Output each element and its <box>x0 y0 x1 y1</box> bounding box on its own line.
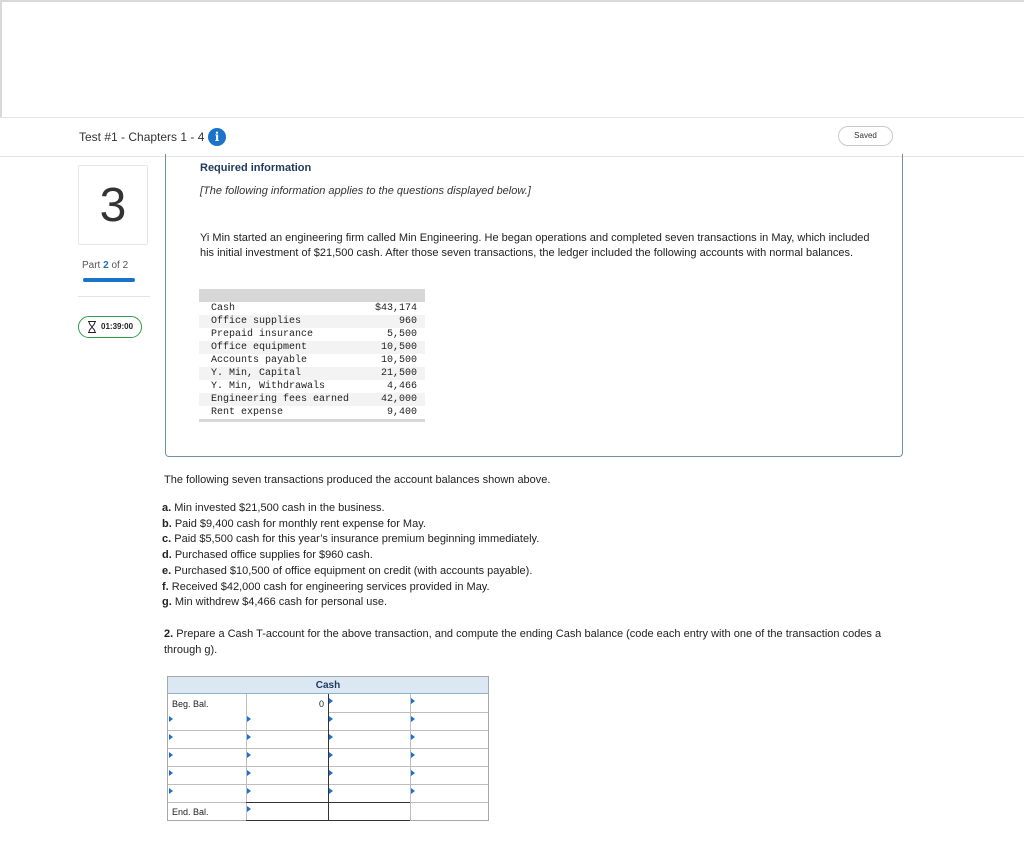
transaction-code: e. <box>162 564 172 577</box>
t-account-amount-input[interactable] <box>410 695 488 713</box>
dropdown-arrow-icon <box>247 734 251 740</box>
t-account-amount-input[interactable] <box>246 785 328 803</box>
transaction-text: Purchased office supplies for $960 cash. <box>174 549 373 562</box>
ledger-row <box>199 406 425 419</box>
dropdown-arrow-icon <box>329 752 333 758</box>
ledger-account: Cash <box>211 303 236 314</box>
ledger-row <box>199 341 425 354</box>
t-account-amount-input[interactable] <box>246 749 328 767</box>
t-account-amount-input[interactable] <box>410 785 488 803</box>
dropdown-arrow-icon <box>411 716 415 722</box>
test-header <box>0 117 1024 157</box>
transaction-text: Paid $9,400 cash for monthly rent expense for May. <box>174 517 426 530</box>
part-progress-bar <box>83 278 135 282</box>
ledger-account: Prepaid insurance <box>211 329 314 340</box>
ledger-row <box>199 315 425 328</box>
required-info-title: Required information <box>200 162 312 174</box>
part-current: 2 <box>103 260 109 271</box>
dropdown-arrow-icon <box>329 788 333 794</box>
question-number: 3 <box>78 165 148 245</box>
dropdown-arrow-icon <box>411 752 415 758</box>
ledger-account: Engineering fees earned <box>211 394 350 405</box>
part-total: 2 <box>122 260 129 271</box>
dropdown-arrow-icon <box>247 806 251 812</box>
dropdown-arrow-icon <box>411 788 415 794</box>
ledger-amount: 5,500 <box>386 329 417 340</box>
transactions-list <box>162 501 539 611</box>
ledger-account: Y. Min, Withdrawals <box>211 381 326 392</box>
t-account-bottom-line <box>246 820 410 821</box>
ledger-amount: 10,500 <box>380 355 417 366</box>
transaction-code: f. <box>162 580 169 593</box>
t-account-amount-input[interactable] <box>246 767 328 785</box>
transaction-code: d. <box>162 549 172 562</box>
ledger-amount: 42,000 <box>380 394 417 405</box>
transaction-text: Min invested $21,500 cash in the business. <box>174 502 385 514</box>
t-account-amount-input[interactable] <box>246 731 328 749</box>
transaction-item <box>162 564 539 580</box>
hourglass-icon <box>87 321 97 333</box>
part-prefix: Part <box>82 260 101 271</box>
transaction-code: g. <box>162 596 172 609</box>
transaction-item <box>162 501 539 517</box>
t-account-amount-input[interactable] <box>410 749 488 767</box>
transaction-code: c. <box>162 533 172 546</box>
dropdown-arrow-icon <box>329 770 333 776</box>
t-account-code-input[interactable] <box>328 713 410 731</box>
t-account-divider <box>410 694 411 821</box>
ledger-amount: 21,500 <box>380 368 417 379</box>
required-info-subtitle: [The following information applies to the questions displayed below.] <box>200 185 531 197</box>
transaction-item <box>162 517 539 533</box>
transaction-text: Purchased $10,500 of office equipment on credit (with accounts payable). <box>174 564 533 577</box>
end-bal-label: End. Bal. <box>172 807 209 817</box>
dropdown-arrow-icon <box>329 698 333 704</box>
t-account-code-input[interactable] <box>168 767 246 785</box>
dropdown-arrow-icon <box>329 716 333 722</box>
t-account-amount-input[interactable] <box>410 713 488 731</box>
ledger-amount: 9,400 <box>386 407 417 418</box>
t-account-code-input[interactable] <box>168 731 246 749</box>
required-info-paragraph: Yi Min started an engineering firm called Min Engineering. He began operations and completed seven transactions in May, which included his initial investment of $21,500 cash. After those seven transactions, the ledger included the following accounts with normal balances. <box>200 232 870 259</box>
ledger-row <box>199 354 425 367</box>
info-icon[interactable]: i <box>208 128 226 146</box>
dropdown-arrow-icon <box>411 698 415 704</box>
transaction-code: a. <box>162 502 172 514</box>
transaction-item <box>162 548 539 564</box>
ledger-amount: 960 <box>398 316 417 327</box>
ledger-row <box>199 367 425 380</box>
ledger-account: Office equipment <box>211 342 308 353</box>
timer-badge[interactable] <box>78 316 142 338</box>
t-account-code-input[interactable] <box>328 749 410 767</box>
t-account-code-input[interactable] <box>328 695 410 713</box>
ledger-row <box>199 302 425 315</box>
t-account-amount-input[interactable] <box>246 713 328 731</box>
ledger-amount: 4,466 <box>386 381 417 392</box>
ledger-row <box>199 380 425 393</box>
dropdown-arrow-icon <box>169 716 173 722</box>
ledger-account: Rent expense <box>211 407 284 418</box>
transactions-intro: The following seven transactions produced the account balances shown above. <box>164 474 551 486</box>
dropdown-arrow-icon <box>169 752 173 758</box>
required-information-panel <box>165 154 903 457</box>
beg-bal-value: 0 <box>318 699 324 709</box>
ledger-account: Office supplies <box>211 316 302 327</box>
dropdown-arrow-icon <box>169 788 173 794</box>
transaction-item <box>162 532 539 548</box>
ledger-table <box>199 289 425 422</box>
part-sep: of <box>111 260 120 271</box>
part-indicator <box>82 260 128 271</box>
ledger-row <box>199 393 425 406</box>
t-account-code-input[interactable] <box>168 785 246 803</box>
ledger-amount: $43,174 <box>374 303 417 314</box>
dropdown-arrow-icon <box>411 734 415 740</box>
dropdown-arrow-icon <box>247 752 251 758</box>
t-account-amount-input[interactable] <box>246 803 328 821</box>
t-account-title: Cash <box>168 677 488 694</box>
t-account-empty-cell <box>328 803 410 821</box>
transaction-item <box>162 595 539 611</box>
t-account-total-line <box>246 802 410 803</box>
t-account-amount-input[interactable] <box>410 767 488 785</box>
t-account-code-input[interactable] <box>168 749 246 767</box>
sidebar-divider <box>78 296 150 297</box>
t-account-code-input[interactable] <box>328 767 410 785</box>
dropdown-arrow-icon <box>169 734 173 740</box>
dropdown-arrow-icon <box>329 734 333 740</box>
dropdown-arrow-icon <box>247 788 251 794</box>
beg-bal-label: Beg. Bal. <box>172 699 209 709</box>
cash-t-account <box>167 676 489 821</box>
t-account-code-input[interactable] <box>168 713 246 731</box>
question-part-text: Prepare a Cash T-account for the above transaction, and compute the ending Cash balance (code each entry with one of the transaction codes a through g). <box>164 628 882 656</box>
ledger-row <box>199 328 425 341</box>
transaction-text: Min withdrew $4,466 cash for personal use. <box>174 596 388 609</box>
window-frame <box>0 0 1024 117</box>
dropdown-arrow-icon <box>247 770 251 776</box>
dropdown-arrow-icon <box>169 770 173 776</box>
test-title: Test #1 - Chapters 1 - 4 <box>79 130 205 144</box>
t-account-empty-cell <box>410 803 488 821</box>
ledger-account: Accounts payable <box>211 355 308 366</box>
transaction-text: Paid $5,500 cash for this year’s insurance premium beginning immediately. <box>174 533 540 546</box>
t-account-code-input[interactable] <box>328 731 410 749</box>
t-account-code-input[interactable] <box>328 785 410 803</box>
transaction-text: Received $42,000 cash for engineering services provided in May. <box>171 580 490 593</box>
question-part-number: 2. <box>164 628 174 640</box>
dropdown-arrow-icon <box>411 770 415 776</box>
timer-value: 01:39:00 <box>101 322 134 331</box>
transaction-code: b. <box>162 517 172 530</box>
t-account-amount-input[interactable] <box>410 731 488 749</box>
dropdown-arrow-icon <box>247 716 251 722</box>
ledger-amount: 10,500 <box>380 342 417 353</box>
transaction-item <box>162 580 539 596</box>
question-prompt <box>164 626 884 658</box>
ledger-account: Y. Min, Capital <box>211 368 302 379</box>
saved-status-badge: Saved <box>838 126 893 146</box>
